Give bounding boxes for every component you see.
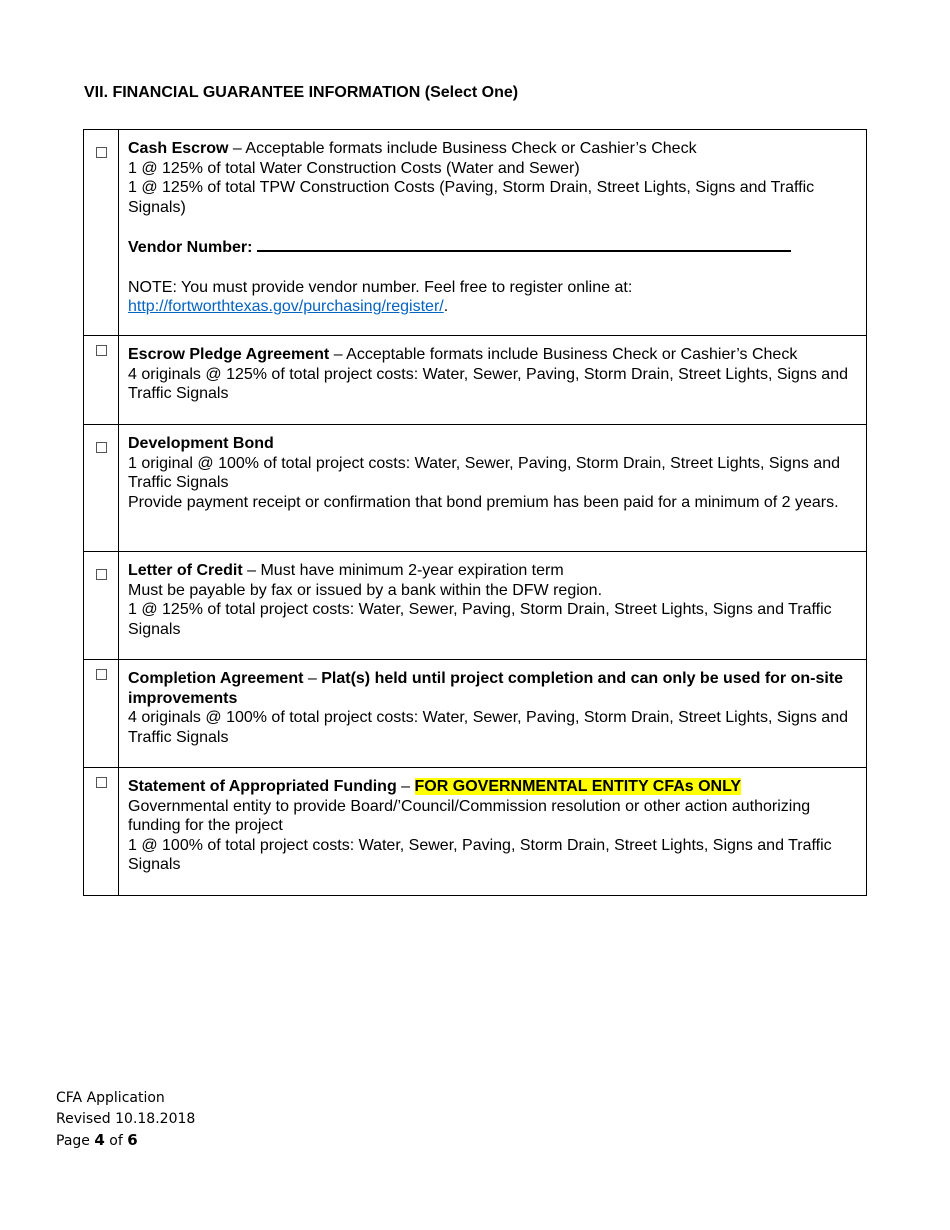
option-line: 4 originals @ 125% of total project costs: Water, Sewer, Paving, Storm Drain, Street Lights, Signs and Traffic Signals <box>128 365 848 402</box>
option-row-letter-of-credit <box>84 552 867 660</box>
option-title: Cash Escrow <box>128 140 229 157</box>
escrow-pledge-agreement-checkbox[interactable] <box>96 345 107 356</box>
completion-agreement-checkbox[interactable] <box>96 669 107 680</box>
option-line: Must be payable by fax or issued by a bank within the DFW region. <box>128 581 603 599</box>
option-row-escrow-pledge-agreement <box>84 336 867 425</box>
option-title: Completion Agreement <box>128 670 304 687</box>
vendor-number-field[interactable] <box>257 236 791 252</box>
option-row-development-bond <box>84 425 867 552</box>
footer-form-name: CFA Application <box>56 1090 165 1106</box>
option-line: 1 @ 125% of total TPW Construction Costs (Paving, Storm Drain, Street Lights, Signs and Traffic Signals) <box>128 179 815 216</box>
letter-of-credit-checkbox[interactable] <box>96 569 107 580</box>
governmental-only-highlight: FOR GOVERNMENTAL ENTITY CFAs ONLY <box>414 778 742 795</box>
option-heading <box>128 139 857 159</box>
option-dash: – <box>396 778 415 795</box>
option-content <box>119 336 867 425</box>
option-heading <box>128 669 857 708</box>
option-heading <box>128 345 857 365</box>
option-heading <box>128 777 857 797</box>
option-row-statement-of-appropriated-funding <box>84 768 867 896</box>
option-line: Governmental entity to provide Board/’Council/Commission resolution or other action authorizing funding for the project <box>128 797 811 834</box>
register-link[interactable]: http://fortworthtexas.gov/purchasing/register/ <box>128 298 444 315</box>
option-title: Statement of Appropriated Funding <box>128 778 397 795</box>
option-line: 1 @ 125% of total project costs: Water, Sewer, Paving, Storm Drain, Street Lights, Signs and Traffic Signals <box>128 601 832 638</box>
vendor-note: NOTE: You must provide vendor number. Feel free to register online at: <box>128 278 633 296</box>
option-row-completion-agreement <box>84 660 867 768</box>
checkbox-cell <box>84 425 119 552</box>
checkbox-cell <box>84 336 119 425</box>
option-summary: Plat(s) held until project completion and can only be used for on-site improvements <box>128 670 844 707</box>
checkbox-cell <box>84 552 119 660</box>
option-row-cash-escrow <box>84 130 867 336</box>
checkbox-cell <box>84 660 119 768</box>
of-word: of <box>109 1133 123 1149</box>
option-summary: Must have minimum 2-year expiration term <box>260 562 564 579</box>
footer-page-number <box>56 1130 195 1152</box>
option-content <box>119 660 867 768</box>
option-line: 1 @ 125% of total Water Construction Costs (Water and Sewer) <box>128 159 580 177</box>
option-dash: – <box>329 346 347 363</box>
option-line: Provide payment receipt or confirmation that bond premium has been paid for a minimum of 2 years. <box>128 493 839 511</box>
page-footer <box>56 1088 195 1152</box>
option-content <box>119 425 867 552</box>
option-content <box>119 768 867 896</box>
link-suffix: . <box>443 298 449 315</box>
option-title: Escrow Pledge Agreement <box>128 346 330 363</box>
option-dash: – <box>303 670 322 687</box>
option-summary: Acceptable formats include Business Check or Cashier’s Check <box>245 140 697 157</box>
checkbox-cell <box>84 130 119 336</box>
section-title: VII. FINANCIAL GUARANTEE INFORMATION (Select One) <box>84 84 519 101</box>
cash-escrow-checkbox[interactable] <box>96 147 107 158</box>
option-line: 1 @ 100% of total project costs: Water, Sewer, Paving, Storm Drain, Street Lights, Signs and Traffic Signals <box>128 836 832 873</box>
option-content <box>119 130 867 336</box>
option-summary: Acceptable formats include Business Check or Cashier’s Check <box>346 346 798 363</box>
register-link-line <box>128 297 857 317</box>
option-line: 4 originals @ 100% of total project costs: Water, Sewer, Paving, Storm Drain, Street Lights, Signs and Traffic Signals <box>128 709 848 746</box>
option-title: Development Bond <box>128 435 274 452</box>
development-bond-checkbox[interactable] <box>96 442 107 453</box>
statement-of-appropriated-funding-checkbox[interactable] <box>96 777 107 788</box>
option-line: 1 original @ 100% of total project costs: Water, Sewer, Paving, Storm Drain, Street Lights, Signs and Traffic Signals <box>128 454 840 491</box>
option-content <box>119 552 867 660</box>
option-heading <box>128 561 857 581</box>
financial-guarantee-options-table <box>83 129 867 896</box>
option-dash: – <box>242 562 261 579</box>
checkbox-cell <box>84 768 119 896</box>
footer-revised-date: Revised 10.18.2018 <box>56 1111 196 1127</box>
option-dash: – <box>228 140 246 157</box>
vendor-number-row <box>128 236 857 258</box>
page-current: 4 <box>94 1131 105 1149</box>
vendor-number-label: Vendor Number: <box>128 239 253 256</box>
page-total: 6 <box>127 1131 138 1149</box>
page-word: Page <box>56 1133 90 1149</box>
option-title: Letter of Credit <box>128 562 243 579</box>
